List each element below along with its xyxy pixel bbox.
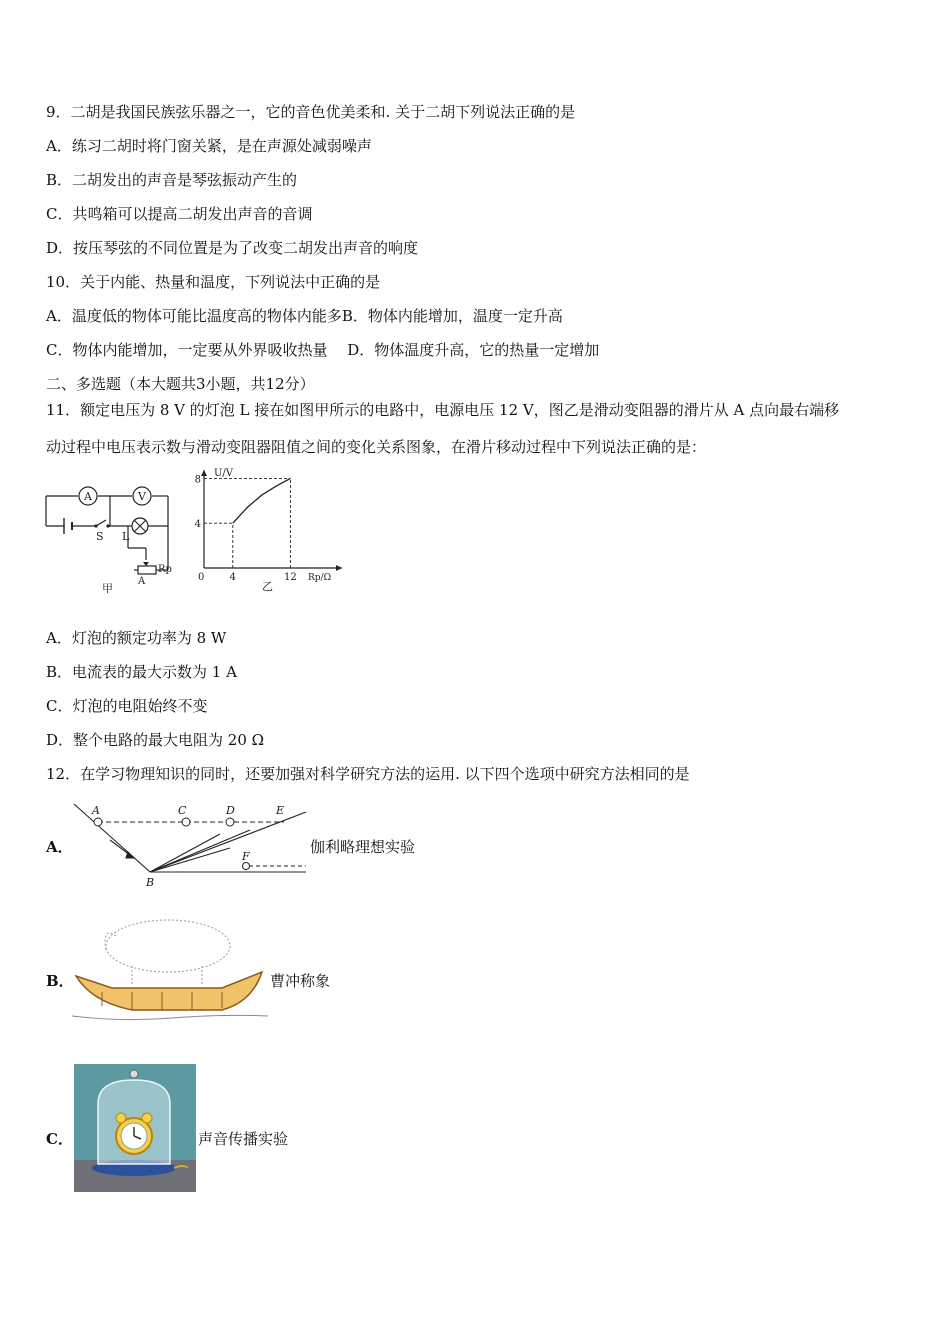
point-c-label: C: [178, 804, 187, 817]
q12-option-c-caption: 声音传播实验: [198, 1130, 289, 1148]
q12-stem: 12．在学习物理知识的同时，还要加强对科学研究方法的运用. 以下四个选项中研究方法相同的是: [46, 765, 690, 783]
q9-option-d: D．按压琴弦的不同位置是为了改变二胡发出声音的响度: [46, 239, 419, 257]
series-line: [233, 478, 291, 523]
origin-label: 0: [198, 572, 205, 583]
rheostat-label: Rp: [158, 564, 172, 575]
q11-stem-line2: 动过程中电压表示数与滑动变阻器阻值之间的变化关系图象，在滑片移动过程中下列说法正确的是：: [46, 438, 707, 456]
lamp-icon: [132, 518, 148, 534]
x-tick-label: 4: [229, 572, 236, 583]
point-f-label: F: [242, 850, 250, 863]
y-tick-label: 8: [194, 474, 201, 486]
q11-stem-line1: 11．额定电压为 8 V 的灯泡 L 接在如图甲所示的电路中，电源电压 12 V，图乙是滑动变阻器的滑片从 A 点向最右端移: [46, 401, 840, 419]
rheostat-icon: [138, 566, 156, 574]
q11-option-c: C．灯泡的电阻始终不变: [46, 697, 208, 715]
point-a-label: A: [92, 804, 100, 817]
graph-caption: 乙: [262, 580, 273, 593]
switch-label: S: [96, 530, 104, 543]
q9-option-a: A．练习二胡时将门窗关紧，是在声源处减弱噪声: [46, 137, 372, 155]
x-tick-label: 12: [284, 572, 297, 583]
ammeter-icon: [79, 487, 97, 505]
point-label: A: [138, 576, 146, 587]
q11-option-a: A．灯泡的额定功率为 8 W: [46, 629, 227, 647]
q12-option-a-label: A．: [46, 838, 73, 856]
q12-option-c-label: C．: [46, 1130, 73, 1148]
y-tick-label: 4: [194, 519, 201, 531]
point-e-label: E: [276, 804, 285, 817]
y-axis-label: U/V: [214, 468, 234, 479]
circuit-caption: 甲: [102, 582, 113, 595]
q9-option-b: B．二胡发出的声音是琴弦振动产生的: [46, 171, 298, 189]
q10-options-cd: C．物体内能增加，一定要从外界吸收热量 D．物体温度升高，它的热量一定增加: [46, 341, 600, 359]
q10-stem: 10．关于内能、热量和温度，下列说法中正确的是: [46, 273, 381, 291]
q9-option-c: C．共鸣箱可以提高二胡发出声音的音调: [46, 205, 313, 223]
q11-option-d: D．整个电路的最大电阻为 20 Ω: [46, 731, 265, 749]
lamp-label: L: [122, 530, 130, 543]
point-b-label: B: [146, 876, 155, 889]
section-heading: 二、多选题（本大题共3小题，共12分）: [46, 375, 315, 393]
ammeter-label: A: [84, 490, 92, 503]
elephant-boat-illustration: [72, 906, 268, 1026]
point-d-label: D: [226, 804, 235, 817]
q9-stem: 9．二胡是我国民族弦乐器之一，它的音色优美柔和. 关于二胡下列说法正确的是: [46, 103, 576, 121]
circuit-diagram: [40, 478, 180, 598]
voltmeter-label: V: [138, 490, 146, 503]
q10-options-ab: A．温度低的物体可能比温度高的物体内能多B．物体内能增加，温度一定升高: [46, 307, 563, 325]
bell-jar-illustration: [74, 1064, 196, 1192]
battery-icon: [64, 518, 72, 534]
galileo-ramp-diagram: [70, 800, 310, 890]
x-axis-label: Rp/Ω: [308, 573, 332, 583]
q12-option-b-caption: 曹冲称象: [270, 972, 331, 990]
voltage-resistance-graph: [192, 462, 352, 596]
q12-option-a-caption: 伽利略理想实验: [310, 838, 416, 856]
q11-option-b: B．电流表的最大示数为 1 A: [46, 663, 237, 681]
q12-option-b-label: B．: [46, 972, 74, 990]
voltmeter-icon: [133, 487, 151, 505]
